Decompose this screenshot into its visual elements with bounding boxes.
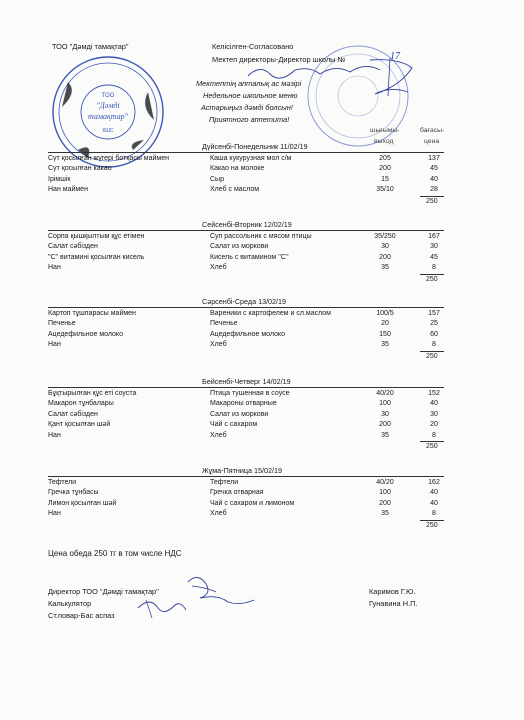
day-divider — [48, 307, 444, 308]
dish-portion: 200 — [379, 499, 391, 507]
dish-portion: 20 — [381, 320, 389, 328]
dish-kz: Сүт қосылған жүгері ботқасы маймен — [48, 155, 169, 162]
dish-price: 25 — [430, 320, 438, 328]
dish-price: 162 — [428, 479, 440, 486]
dish-ru: Тефтели — [210, 479, 239, 486]
calculator-label: Калькулятор — [48, 599, 92, 608]
slogan-ru: Приятного аппетита! — [209, 115, 290, 124]
dish-price: 28 — [430, 186, 438, 194]
dish-price: 137 — [428, 155, 440, 162]
dish-ru: Хлеб с маслом — [210, 186, 260, 194]
col-portion-kz: шығымы- — [370, 127, 400, 134]
dish-price: 40 — [430, 499, 438, 507]
dish-ru: Макароны отварные — [210, 400, 277, 408]
dish-portion: 200 — [379, 421, 391, 429]
dish-price: 45 — [430, 253, 438, 261]
dish-kz: Ацедефильное молоко — [48, 330, 123, 338]
dish-kz: Гречка тұнбасы — [48, 489, 99, 497]
col-portion-ru: выход — [374, 138, 394, 145]
dish-kz: Бұқтырылған құс еті соуста — [48, 390, 137, 397]
day-title: Бейсенбі-Четверг 14/02/19 — [202, 377, 291, 386]
dish-price: 45 — [430, 165, 438, 173]
day-divider — [48, 230, 444, 231]
dish-ru: Печенье — [210, 320, 238, 328]
day-title: Дүйсенбі-Понедельник 11/02/19 — [202, 142, 308, 151]
dish-kz: Қант қосылған шәй — [48, 421, 111, 429]
col-price-ru: цена — [424, 138, 440, 145]
director-line: Мектеп директоры-Директор школы № — [212, 55, 346, 64]
day-total: 250 — [426, 197, 438, 205]
dish-ru: Сыр — [210, 175, 224, 183]
dish-portion: 205 — [379, 155, 391, 162]
price-column-underline — [420, 441, 444, 442]
dish-price: 152 — [428, 390, 440, 397]
day-divider — [48, 476, 444, 477]
dish-ru: Чай с сахаром — [210, 421, 258, 429]
dish-portion: 35 — [381, 431, 389, 439]
price-column-underline — [420, 351, 444, 352]
dish-portion: 200 — [379, 253, 391, 261]
stamp-line-1: ТОО — [101, 93, 115, 99]
dish-ru: Ацедефильное молоко — [210, 330, 285, 338]
day-total: 250 — [426, 443, 438, 450]
day-total: 250 — [426, 521, 438, 529]
agreed-label: Келісілген-Согласовано — [212, 42, 294, 51]
day-title: Сейсенбі-Вторник 12/02/19 — [202, 220, 292, 229]
col-price-kz: бағасы- — [420, 127, 445, 134]
menu-title-kz: Мектептің апталық ас мәзірі — [196, 79, 302, 88]
dish-ru: Птица тушенная в соусе — [210, 390, 290, 397]
dish-portion: 150 — [379, 330, 391, 338]
dish-portion: 35 — [381, 341, 389, 349]
dish-ru: Какао на молоке — [210, 165, 265, 173]
calculator-name: Гунавина Н.П. — [369, 599, 418, 608]
school-number: 17 — [390, 51, 400, 62]
price-column-underline — [420, 520, 444, 521]
dish-price: 40 — [430, 400, 438, 408]
dish-kz: Печенье — [48, 320, 76, 328]
day-total: 250 — [426, 275, 438, 283]
dish-kz: Сорпа қышқылтым құс етімен — [48, 233, 145, 240]
company-stamp — [48, 52, 168, 172]
day-total: 250 — [426, 352, 438, 360]
dish-kz: Нан маймен — [48, 186, 88, 194]
dish-price: 40 — [430, 175, 438, 183]
dish-price: 8 — [432, 431, 436, 439]
dish-portion: 35 — [381, 264, 389, 272]
dish-kz: Салат сәбізден — [48, 243, 98, 251]
dish-portion: 30 — [381, 410, 389, 418]
dish-portion: 30 — [381, 243, 389, 251]
dish-ru: Хлеб — [210, 431, 227, 439]
dish-kz: Макарон тұнбалары — [48, 400, 114, 408]
director-label: Директор ТОО "Дәмді тамақтар" — [48, 587, 159, 596]
dish-kz: Тефтели — [48, 479, 77, 486]
company-name: ТОО "Дәмді тамақтар" — [52, 42, 129, 51]
dish-ru: Гречка отварная — [210, 489, 264, 497]
dish-portion: 35 — [381, 510, 389, 518]
dish-kz: Ірімшік — [48, 175, 71, 183]
dish-price: 167 — [428, 233, 440, 240]
dish-price: 8 — [432, 510, 436, 518]
dish-price: 60 — [430, 330, 438, 338]
dish-portion: 35/250 — [374, 233, 396, 240]
day-title: Жұма-Пятница 15/02/19 — [202, 466, 282, 475]
menu-title-ru: Недельное школьное меню — [203, 91, 298, 100]
dish-price: 20 — [430, 421, 438, 429]
day-divider — [48, 387, 444, 388]
slogan-kz: Астарыңыз дәмді болсын! — [201, 103, 293, 112]
dish-price: 40 — [430, 489, 438, 497]
stamp-line-2: "Дәмді — [96, 101, 120, 110]
director-name: Каримов Г.Ю. — [369, 587, 416, 596]
dish-kz: Нан — [48, 264, 61, 272]
footer-signatures — [128, 572, 268, 622]
dish-ru: Хлеб — [210, 341, 227, 349]
dish-kz: "С" витамині қосылған кисель — [48, 253, 145, 261]
dish-kz: Нан — [48, 431, 61, 439]
dish-kz: Сүт қосылған какао — [48, 165, 112, 173]
dish-price: 30 — [430, 410, 438, 418]
dish-price: 30 — [430, 243, 438, 251]
dish-price: 8 — [432, 341, 436, 349]
dish-price: 157 — [428, 310, 440, 317]
dish-ru: Кисель с витамином ''С'' — [210, 253, 289, 261]
day-divider — [48, 152, 444, 153]
dish-portion: 100 — [379, 400, 391, 408]
dish-ru: Салат из моркови — [210, 243, 269, 251]
price-column-underline — [420, 274, 444, 275]
dish-kz: Лимон қосылған шәй — [48, 499, 117, 507]
dish-ru: Хлеб — [210, 264, 227, 272]
dish-portion: 35/10 — [376, 186, 394, 194]
stamp-line-4: КШС — [102, 128, 114, 134]
dish-kz: Нан — [48, 510, 61, 518]
dish-kz: Картоп тұшпарасы маймен — [48, 310, 136, 317]
day-title: Сәрсенбі-Среда 13/02/19 — [202, 297, 287, 306]
dish-kz: Нан — [48, 341, 61, 349]
chef-label: Ст.повар-Бас аспаз — [48, 611, 115, 620]
dish-ru: Хлеб — [210, 510, 227, 518]
dish-ru: Суп рассольник с мясом птицы — [210, 233, 312, 240]
dish-ru: Вареники с картофелем и сл.маслом — [210, 310, 331, 317]
dish-kz: Салат сәбізден — [48, 410, 98, 418]
dish-ru: Каша кукурузная мол с/м — [210, 155, 292, 162]
price-column-underline — [420, 196, 444, 197]
dish-portion: 15 — [381, 175, 389, 183]
stamp-line-3: тамақтар" — [88, 112, 128, 121]
dish-portion: 100 — [379, 489, 391, 497]
dish-portion: 100/5 — [376, 310, 394, 317]
dish-ru: Салат из моркови — [210, 410, 269, 418]
dish-portion: 200 — [379, 165, 391, 173]
dish-portion: 40/20 — [376, 390, 394, 397]
dish-ru: Чай с сахаром и лимоном — [210, 499, 295, 507]
dish-price: 8 — [432, 264, 436, 272]
dish-portion: 40/20 — [376, 479, 394, 486]
price-note: Цена обеда 250 тг в том числе НДС — [48, 549, 182, 558]
